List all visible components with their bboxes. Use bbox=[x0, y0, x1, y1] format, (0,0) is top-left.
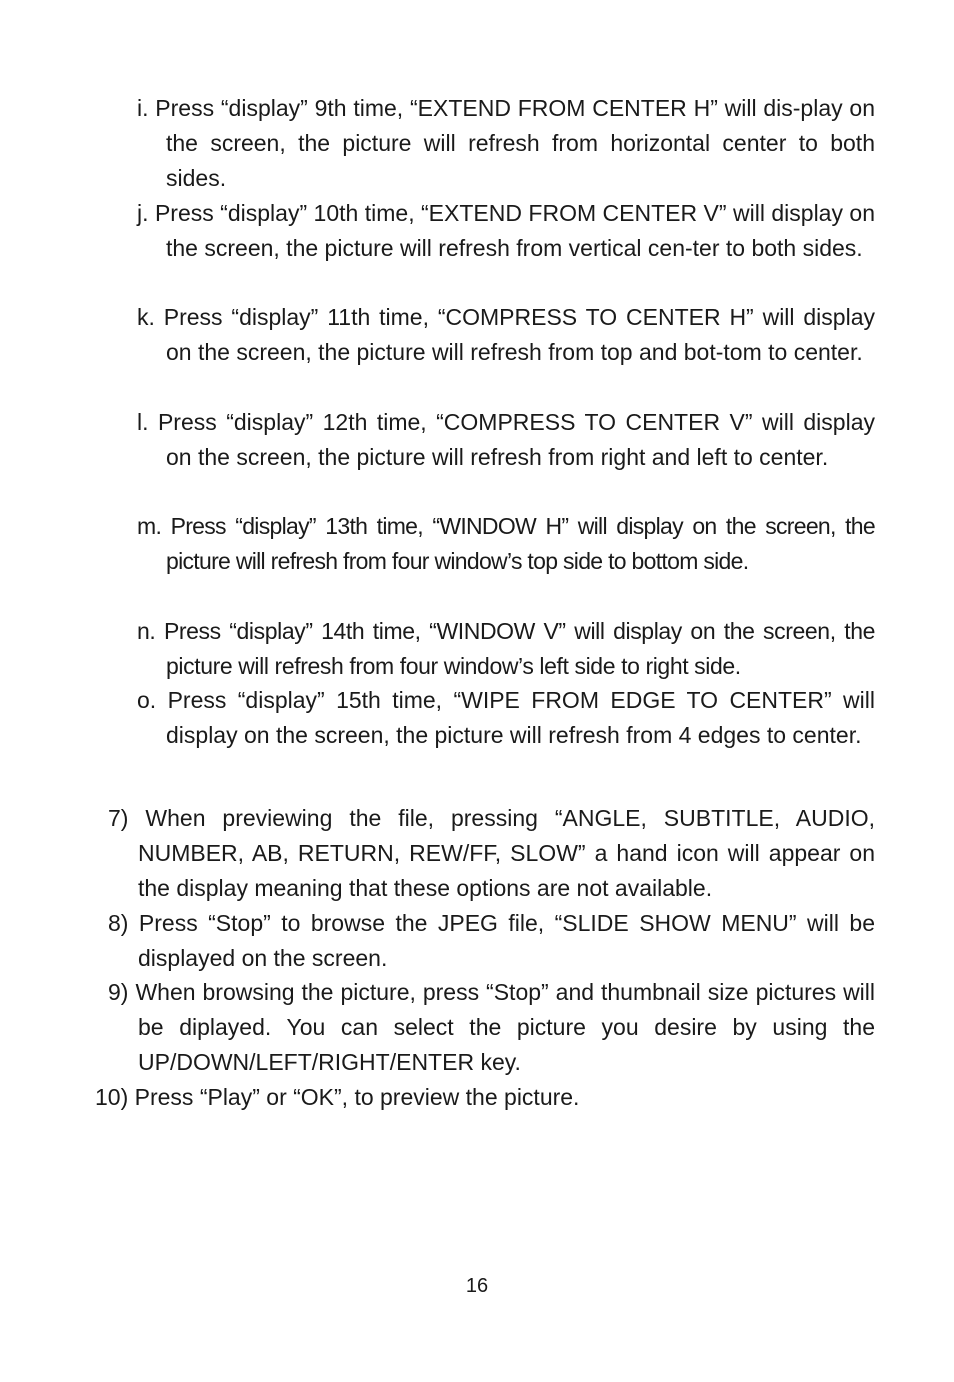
page-number: 16 bbox=[465, 1275, 489, 1297]
list-marker: k. bbox=[137, 304, 155, 330]
list-item-i bbox=[137, 91, 875, 195]
numbered-item-9 bbox=[108, 975, 875, 1079]
list-marker: l. bbox=[137, 409, 149, 435]
list-text: When browsing the picture, press “Stop” and thumbnail size pictures will be diplayed. You can select the picture you desire by using the UP/DOWN/LEFT/RIGHT/ENTER key. bbox=[135, 979, 876, 1075]
numbered-item-8 bbox=[108, 906, 875, 976]
list-text: Press “display” 14th time, “WINDOW V” will display on the screen, the picture will refresh from four window’s left side to right side. bbox=[163, 618, 875, 679]
list-marker: 7) bbox=[108, 805, 129, 831]
list-marker: i. bbox=[137, 95, 149, 121]
numbered-item-10 bbox=[95, 1080, 875, 1115]
list-item-o bbox=[137, 683, 875, 753]
list-text: Press “Play” or “OK”, to preview the picture. bbox=[134, 1084, 580, 1110]
list-marker: m. bbox=[137, 513, 162, 539]
list-text: Press “display” 13th time, “WINDOW H” will display on the screen, the picture will refresh from four window’s top side to bottom side. bbox=[166, 513, 875, 574]
list-marker: o. bbox=[137, 687, 157, 713]
list-text: Press “Stop” to browse the JPEG file, “SLIDE SHOW MENU” will be displayed on the screen. bbox=[138, 910, 875, 971]
list-item-m bbox=[137, 509, 875, 579]
list-text: Press “display” 10th time, “EXTEND FROM CENTER V” will display on the screen, the picture will refresh from vertical cen-ter to both sides. bbox=[154, 200, 875, 261]
list-marker: 8) bbox=[108, 910, 129, 936]
list-item-j bbox=[137, 196, 875, 266]
list-item-k bbox=[137, 300, 875, 370]
list-text: When previewing the file, pressing “ANGLE, SUBTITLE, AUDIO, NUMBER, AB, RETURN, REW/FF, SLOW” a hand icon will appear on the display meaning that these options are not available. bbox=[138, 805, 876, 901]
list-text: Press “display” 9th time, “EXTEND FROM CENTER H” will dis-play on the screen, the picture will refresh from horizontal center to both sides. bbox=[155, 95, 876, 191]
list-text: Press “display” 15th time, “WIPE FROM EDGE TO CENTER” will display on the screen, the picture will refresh from 4 edges to center. bbox=[166, 687, 875, 748]
numbered-item-7 bbox=[108, 801, 875, 905]
list-marker: 9) bbox=[108, 979, 129, 1005]
list-marker: j. bbox=[137, 200, 149, 226]
list-marker: n. bbox=[137, 618, 156, 644]
list-marker: 10) bbox=[95, 1084, 129, 1110]
list-item-l bbox=[137, 405, 875, 475]
list-text: Press “display” 12th time, “COMPRESS TO CENTER V” will display on the screen, the picture will refresh from right and left to center. bbox=[157, 409, 875, 470]
list-item-n bbox=[137, 614, 875, 684]
list-text: Press “display” 11th time, “COMPRESS TO CENTER H” will display on the screen, the picture will refresh from top and bot-tom to center. bbox=[163, 304, 875, 365]
